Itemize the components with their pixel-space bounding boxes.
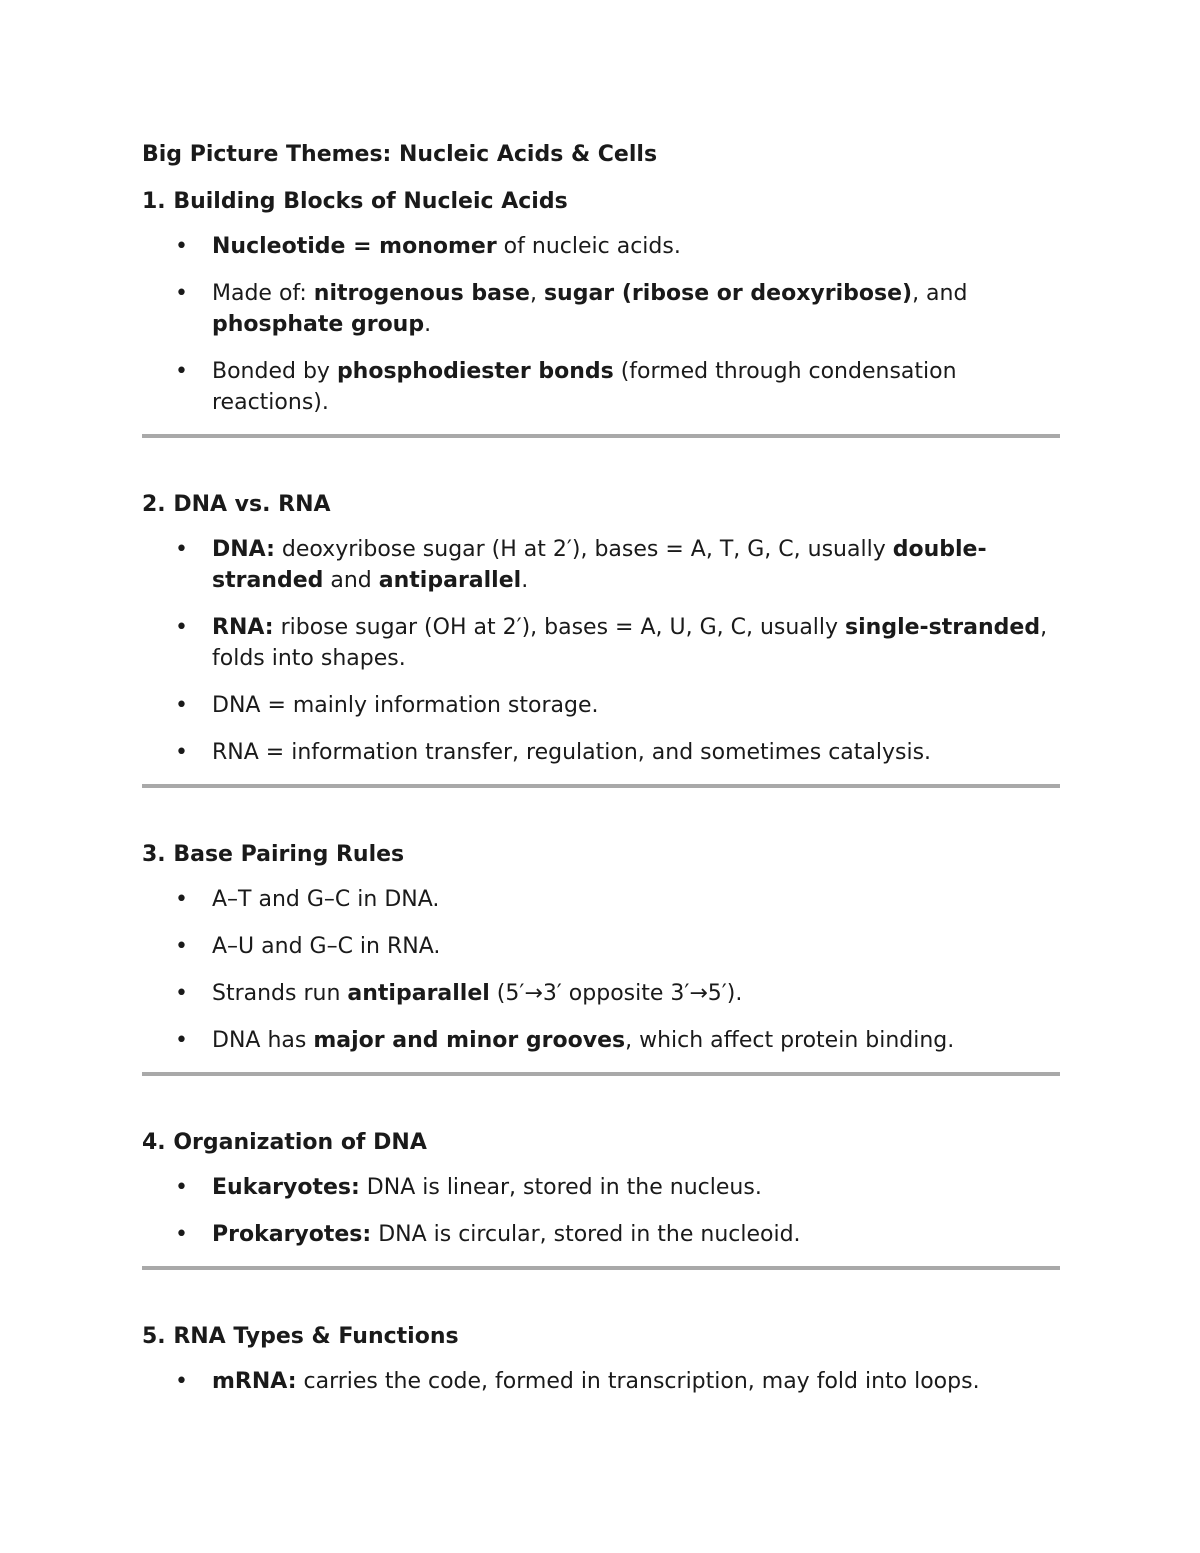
text: A–T and G–C in DNA. (212, 887, 440, 912)
bullet-item (142, 978, 1060, 1009)
text: carries the code, formed in transcription, may fold into loops. (296, 1369, 980, 1394)
text: DNA is linear, stored in the nucleus. (359, 1175, 762, 1200)
bullet-item (142, 278, 1060, 340)
text: ribose sugar (OH at 2′), bases = A, U, G, C, usually (273, 615, 846, 640)
bullet-item (142, 1366, 1060, 1397)
text: Made of: (212, 281, 314, 306)
bullet-item (142, 884, 1060, 915)
bullet-icon: • (175, 693, 188, 718)
bullet-item (142, 612, 1060, 674)
bold-text: RNA: (212, 615, 274, 640)
section-heading: 1. Building Blocks of Nucleic Acids (142, 189, 568, 214)
bullet-icon: • (175, 887, 188, 912)
bullet-item (142, 1219, 1060, 1250)
text: DNA has (212, 1028, 314, 1053)
section-2 (142, 490, 1060, 788)
text: (5′→3′ opposite 3′→5′). (489, 981, 743, 1006)
text: Strands run (212, 981, 348, 1006)
text: of nucleic acids. (496, 234, 681, 259)
bold-text: sugar (ribose or deoxyribose) (543, 281, 913, 306)
section-heading: 5. RNA Types & Functions (142, 1324, 459, 1349)
text: deoxyribose sugar (H at 2′), bases = A, T, G, C, usually (274, 537, 893, 562)
document-title: Big Picture Themes: Nucleic Acids & Cells (142, 142, 658, 167)
bullet-icon: • (175, 934, 188, 959)
section-4 (142, 1128, 1060, 1270)
section-divider (142, 784, 1060, 788)
section-heading: 3. Base Pairing Rules (142, 842, 405, 867)
text: . (424, 312, 432, 337)
bullet-icon: • (175, 359, 188, 384)
bullet-list (142, 231, 1060, 418)
bullet-item (142, 231, 1060, 262)
text: , folds into shapes. (212, 615, 1048, 671)
bullet-icon: • (175, 981, 188, 1006)
bullet-list (142, 884, 1060, 1056)
section-3 (142, 840, 1060, 1076)
text: and (323, 568, 379, 593)
bold-text: Prokaryotes: (212, 1222, 372, 1247)
section-divider (142, 434, 1060, 438)
bullet-icon: • (175, 1028, 188, 1053)
text: Bonded by (212, 359, 337, 384)
bold-text: DNA: (212, 537, 275, 562)
bullet-icon: • (175, 740, 188, 765)
bullet-item (142, 690, 1060, 721)
bold-text: phosphate group (212, 312, 425, 337)
section-5 (142, 1322, 1060, 1397)
bullet-icon: • (175, 1222, 188, 1247)
text: A–U and G–C in RNA. (212, 934, 441, 959)
bullet-list (142, 1172, 1060, 1250)
text: DNA is circular, stored in the nucleoid. (371, 1222, 801, 1247)
text: (formed through condensation reactions). (212, 359, 957, 415)
bold-text: antiparallel (347, 981, 490, 1006)
bold-text: Eukaryotes: (212, 1175, 360, 1200)
section-heading: 4. Organization of DNA (142, 1130, 427, 1155)
bullet-item (142, 931, 1060, 962)
bold-text: double-stranded (212, 537, 987, 593)
bullet-list (142, 534, 1060, 768)
text: DNA = mainly information storage. (212, 693, 599, 718)
bold-text: nitrogenous base (313, 281, 530, 306)
sections-container (142, 187, 1060, 1397)
text: . (521, 568, 529, 593)
bullet-icon: • (175, 281, 188, 306)
bullet-icon: • (175, 537, 188, 562)
section-heading: 2. DNA vs. RNA (142, 492, 331, 517)
section-divider (142, 1072, 1060, 1076)
bold-text: antiparallel (378, 568, 522, 593)
section-1 (142, 187, 1060, 438)
bullet-item (142, 737, 1060, 768)
bullet-list (142, 1366, 1060, 1397)
text: , and (912, 281, 968, 306)
text: , (529, 281, 544, 306)
bullet-icon: • (175, 234, 188, 259)
bullet-item (142, 1025, 1060, 1056)
document-page (142, 140, 1060, 1413)
bullet-item (142, 1172, 1060, 1203)
bullet-icon: • (175, 1175, 188, 1200)
text: , which affect protein binding. (625, 1028, 955, 1053)
bold-text: mRNA: (212, 1369, 297, 1394)
bold-text: Nucleotide = monomer (212, 234, 497, 259)
bold-text: major and minor grooves (313, 1028, 626, 1053)
bullet-item (142, 534, 1060, 596)
bullet-icon: • (175, 615, 188, 640)
text: RNA = information transfer, regulation, and sometimes catalysis. (212, 740, 932, 765)
bold-text: single-stranded (845, 615, 1041, 640)
section-divider (142, 1266, 1060, 1270)
bullet-item (142, 356, 1060, 418)
bullet-icon: • (175, 1369, 188, 1394)
bold-text: phosphodiester bonds (336, 359, 614, 384)
